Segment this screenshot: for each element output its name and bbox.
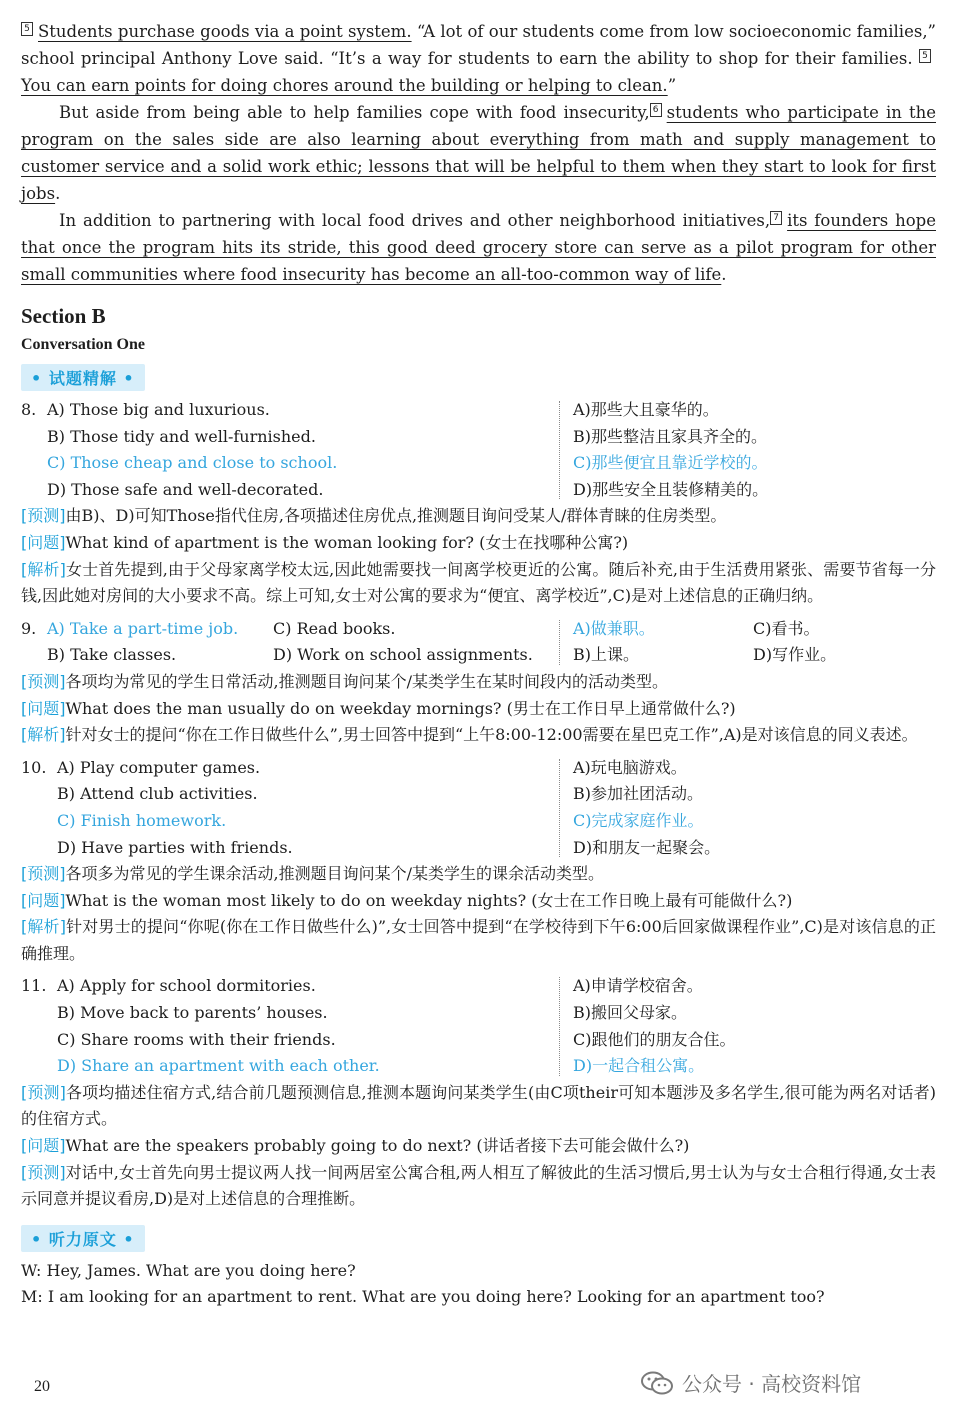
note-tag: [预测] <box>21 1162 66 1182</box>
note-text: What does the man usually do on weekday mornings? (男士在工作日早上通常做什么?) <box>65 698 736 718</box>
translation: D)和朋友一起聚会。 <box>573 837 721 857</box>
passage-text: But aside from being able to help families cope with food insecurity, <box>59 103 650 122</box>
option-text: B) Take classes. <box>47 645 177 665</box>
question-marker: 5 <box>919 49 931 63</box>
translation: C)看书。 <box>753 618 820 638</box>
option-correct <box>21 1053 559 1080</box>
question-8 <box>21 397 936 610</box>
note-tag: [预测] <box>21 671 66 691</box>
watermark <box>640 1368 861 1397</box>
translation: D)写作业。 <box>753 645 837 665</box>
passage-paragraph-1 <box>21 18 936 99</box>
banner-label: 试题精解 <box>48 369 117 388</box>
question-number: 11. <box>21 976 47 996</box>
note <box>21 696 936 723</box>
note <box>21 1080 936 1133</box>
passage-paragraph-3 <box>21 207 936 288</box>
section-title: Section B <box>21 304 106 328</box>
option: D) Work on school assignments. <box>273 645 533 665</box>
note-tag: [问题] <box>21 698 66 718</box>
bullet-icon: • <box>123 369 135 388</box>
option-text: C) Share rooms with their friends. <box>57 1029 336 1049</box>
note-text: What are the speakers probably going to do next? (讲话者接下去可能会做什么?) <box>65 1136 690 1156</box>
note <box>21 888 936 915</box>
option-text: A) Play computer games. <box>57 757 261 777</box>
underlined-sentence: You can earn points for doing chores around the building or helping to clean. <box>21 76 668 95</box>
option-text: D) Share an apartment with each other. <box>57 1056 380 1076</box>
bullet-icon: • <box>31 369 43 388</box>
option: C) Read books. <box>273 618 396 638</box>
divider <box>559 977 573 1075</box>
note-text: What kind of apartment is the woman looking for? (女士在找哪种公寓?) <box>65 532 629 552</box>
option <box>21 1027 559 1054</box>
option-correct <box>21 616 273 643</box>
note-text: 各项均为常见的学生日常活动,推测题目询问某个/某类学生在某时间段内的活动类型。 <box>65 671 668 691</box>
dialog-line: M: I am looking for an apartment to rent. What are you doing here? Looking for an apartment too? <box>21 1287 825 1307</box>
dialog-line: W: Hey, James. What are you doing here? <box>21 1260 356 1280</box>
translation: B)参加社团活动。 <box>573 784 704 804</box>
question-9 <box>21 616 936 749</box>
translation: A)那些大且豪华的。 <box>573 400 719 419</box>
note <box>21 1160 936 1213</box>
note-tag: [问题] <box>21 1136 66 1156</box>
option-text: D) Have parties with friends. <box>57 837 293 857</box>
page-number: 20 <box>34 1378 50 1395</box>
wechat-icon <box>640 1371 674 1395</box>
option <box>21 973 559 1000</box>
note <box>21 722 936 749</box>
translation: A)玩电脑游戏。 <box>573 757 687 777</box>
option <box>21 424 559 451</box>
option-text: C) Those cheap and close to school. <box>47 453 338 473</box>
question-number: 9. <box>21 618 37 638</box>
passage-text: ” <box>667 76 677 95</box>
option-text: B) Attend club activities. <box>57 784 258 804</box>
question-number: 10. <box>21 757 47 777</box>
option <box>21 642 273 669</box>
translation: D)那些安全且装修精美的。 <box>573 479 769 499</box>
note-tag: [预测] <box>21 864 66 884</box>
note-tag: [解析] <box>21 725 66 745</box>
passage-text: “A lot of our students come from low socioeconomic families,” school principal Anthony Love said. “It’s a way for students to earn the ability to shop for their families. <box>21 22 936 68</box>
question-marker: 5 <box>21 22 33 36</box>
note <box>21 530 936 557</box>
note-text: 由B)、D)可知Those指代住房,各项描述住房优点,推测题目询问受某人/群体青睐的住房类型。 <box>65 506 727 526</box>
translation: B)那些整洁且家具齐全的。 <box>573 426 768 446</box>
banner-analysis <box>21 364 145 391</box>
note <box>21 1133 936 1160</box>
note <box>21 557 936 610</box>
note <box>21 669 936 696</box>
bullet-icon: • <box>123 1229 135 1249</box>
watermark-text: 公众号 · 高校资料馆 <box>682 1372 862 1396</box>
passage-text: . <box>55 184 61 203</box>
option <box>21 835 559 862</box>
option-correct <box>21 450 559 477</box>
option-text: B) Move back to parents’ houses. <box>57 1003 328 1023</box>
note <box>21 914 936 967</box>
divider <box>559 401 573 499</box>
question-11 <box>21 973 936 1212</box>
bullet-icon: • <box>31 1229 43 1249</box>
translation: A)申请学校宿舍。 <box>573 976 703 996</box>
note-tag: [问题] <box>21 532 66 552</box>
question-10 <box>21 755 936 968</box>
note-tag: [预测] <box>21 1082 66 1102</box>
passage-text: . <box>721 265 727 284</box>
passage-paragraph-2 <box>21 99 936 207</box>
underlined-sentence: Students purchase goods via a point system. <box>38 22 412 41</box>
question-number: 8. <box>21 400 37 419</box>
note <box>21 503 936 530</box>
option-correct <box>21 808 559 835</box>
translation-correct: A)做兼职。 <box>573 618 655 638</box>
divider <box>559 620 573 665</box>
note-text: 针对男士的提问“你呢(你在工作日做些什么)”,女士回答中提到“在学校待到下午6:00后回家做课程作业”,C)是对该信息的正确推理。 <box>21 917 936 963</box>
underlined-sentence: its founders hope that once the program hits its stride, this good deed grocery store can serve as a pilot program for other small communities where food insecurity has become an all-too-common way of life <box>21 211 936 284</box>
translation: B)上课。 <box>573 645 640 665</box>
question-marker: 7 <box>770 211 782 225</box>
passage-text: In addition to partnering with local food drives and other neighborhood initiatives, <box>59 211 771 230</box>
note-text: 各项多为常见的学生课余活动,推测题目询问某个/某类学生的课余活动类型。 <box>65 864 604 884</box>
underlined-sentence: students who participate in the program on the sales side are also learning about everything from math and supply management to customer service and a solid work ethic; lessons that will be helpful to them when they start to look for first jobs <box>21 103 936 203</box>
page-content <box>21 18 936 1311</box>
option <box>21 755 559 782</box>
note-text: 各项均描述住宿方式,结合前几题预测信息,推测本题询问某类学生(由C项their可知本题涉及多名学生,很可能为两名对话者)的住宿方式。 <box>21 1082 936 1129</box>
translation-correct: D)一起合租公寓。 <box>573 1056 705 1076</box>
option <box>21 477 559 504</box>
translation-correct: C)完成家庭作业。 <box>573 810 704 830</box>
question-marker: 6 <box>650 103 662 117</box>
option-text: A) Those big and luxurious. <box>47 400 270 419</box>
translation: B)搬回父母家。 <box>573 1003 688 1023</box>
option <box>21 397 559 424</box>
note-text: 女士首先提到,由于父母家离学校太远,因此她需要找一间离学校更近的公寓。随后补充,由于生活费用紧张、需要节省每一分钱,因此她对房间的大小要求不高。综上可知,女士对公寓的要求为“便宜、离学校近”,C)是对上述信息的正确归纳。 <box>21 559 936 606</box>
option <box>21 1000 559 1027</box>
note-text: What is the woman most likely to do on weekday nights? (女士在工作日晚上最有可能做什么?) <box>65 890 793 910</box>
banner-transcript <box>21 1225 145 1252</box>
note-tag: [问题] <box>21 890 66 910</box>
note-tag: [解析] <box>21 559 66 579</box>
note <box>21 861 936 888</box>
divider <box>559 759 573 857</box>
translation: C)跟他们的朋友合住。 <box>573 1029 736 1049</box>
conversation-title: Conversation One <box>21 336 145 353</box>
option-text: B) Those tidy and well-furnished. <box>47 426 316 446</box>
option-text: D) Those safe and well-decorated. <box>47 479 324 499</box>
translation-correct: C)那些便宜且靠近学校的。 <box>573 453 768 473</box>
note-text: 针对女士的提问“你在工作日做些什么”,男士回答中提到“上午8:00-12:00需要在星巴克工作”,A)是对该信息的同义表述。 <box>65 725 918 745</box>
note-text: 对话中,女士首先向男士提议两人找一间两居室公寓合租,两人相互了解彼此的生活习惯后,男士认为与女士合租行得通,女士表示同意并提议看房,D)是对上述信息的合理推断。 <box>21 1162 936 1209</box>
option-text: C) Finish homework. <box>57 810 227 830</box>
note-tag: [解析] <box>21 917 66 937</box>
option-text: A) Take a part-time job. <box>47 618 239 638</box>
note-tag: [预测] <box>21 506 66 526</box>
option-text: A) Apply for school dormitories. <box>57 976 316 996</box>
option <box>21 781 559 808</box>
banner-label: 听力原文 <box>48 1229 117 1249</box>
